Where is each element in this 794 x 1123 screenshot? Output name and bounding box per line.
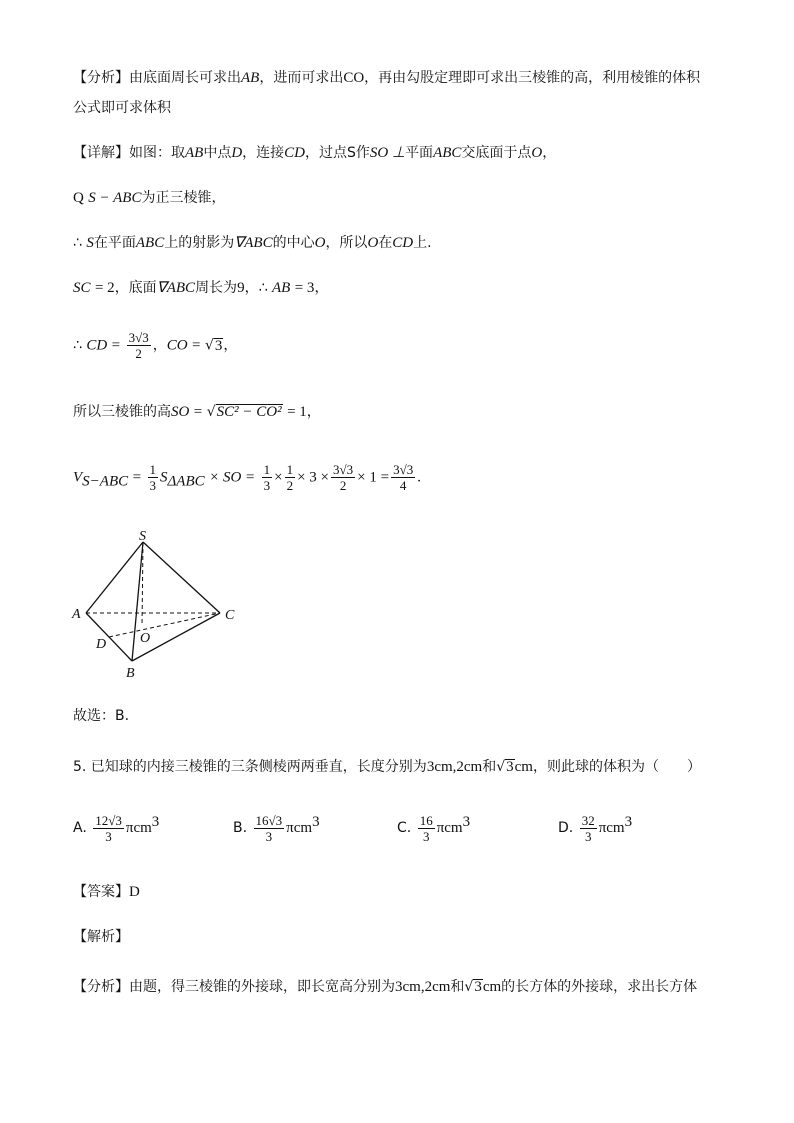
fraction: $\frac{3√3}{2}$ bbox=[128, 330, 149, 361]
jiexi-line: 【解析】 bbox=[73, 929, 129, 945]
analysis-line-1: 【分析】由底面周长可求出AB，进而可求出CO，再由勾股定理即可求出三棱锥的高，利用棱锥的体积 bbox=[73, 70, 701, 86]
option-b[interactable]: B. $\frac{16√3}{3}$ πcm$^3$ bbox=[233, 812, 320, 844]
line-projection: ∴ S在平面ABC上的射影为∇ABC的中心O，所以O在CD上. bbox=[73, 235, 432, 251]
label-d: D bbox=[96, 637, 107, 652]
analysis-2-line: 【分析】由题，得三棱锥的外接球，即长宽高分别为3cm,2cm和√3cm的长方体的外接球，求出长方体 bbox=[73, 979, 698, 995]
label-c: C bbox=[225, 608, 235, 623]
edge-sa bbox=[86, 542, 143, 613]
answer-tag: 【答案】 bbox=[73, 884, 129, 900]
label-s: S bbox=[139, 529, 146, 544]
analysis-line-2: 公式即可求体积 bbox=[73, 100, 171, 116]
label-a: A bbox=[72, 607, 81, 622]
median-cd bbox=[109, 613, 220, 637]
analysis-tag: 【分析】 bbox=[73, 70, 129, 86]
volume-formula: $V_{S-ABC}$ = $\frac{1}{3}$ $S_{\Delta ABC}$ × SO = $\frac{1}{3}$ × $\frac{1}{2}$ × 3 × $\frac{3√3}{2}$ × 1 = $\frac{3√3}{4}$ . bbox=[73, 462, 421, 493]
question-5: 5. 已知球的内接三棱锥的三条侧棱两两垂直，长度分别为3cm,2cm和√3cm，则此球的体积为（ ） bbox=[73, 759, 701, 775]
line-height: 所以三棱锥的高SO = √SC² − CO² = 1， bbox=[73, 404, 321, 420]
line-perimeter: SC = 2，底面∇ABC周长为9，∴ AB = 3， bbox=[73, 280, 329, 296]
answer-line bbox=[73, 882, 140, 902]
choice-line: 故选：B. bbox=[73, 708, 130, 724]
option-a[interactable]: A. $\frac{12√3}{3}$ πcm$^3$ bbox=[73, 812, 160, 844]
detail-line: 【详解】如图：取AB中点D，连接CD，过点S作SO ⊥平面ABC交底面于点O， bbox=[73, 145, 557, 161]
label-o: O bbox=[140, 631, 151, 646]
label-b: B bbox=[126, 666, 135, 681]
detail-tag: 【详解】 bbox=[73, 145, 129, 161]
answer-value: D bbox=[129, 884, 140, 900]
option-c[interactable]: C. $\frac{16}{3}$ πcm$^3$ bbox=[397, 812, 471, 844]
edge-sc bbox=[143, 542, 220, 613]
option-d[interactable]: D. $\frac{32}{3}$ πcm$^3$ bbox=[558, 812, 633, 844]
line-cd-co: ∴ CD = $\frac{3√3}{2}$ ，CO = √3， bbox=[73, 330, 238, 361]
pyramid-figure bbox=[70, 528, 250, 683]
line-regular-pyramid: Q S − ABC为正三棱锥， bbox=[73, 190, 226, 206]
